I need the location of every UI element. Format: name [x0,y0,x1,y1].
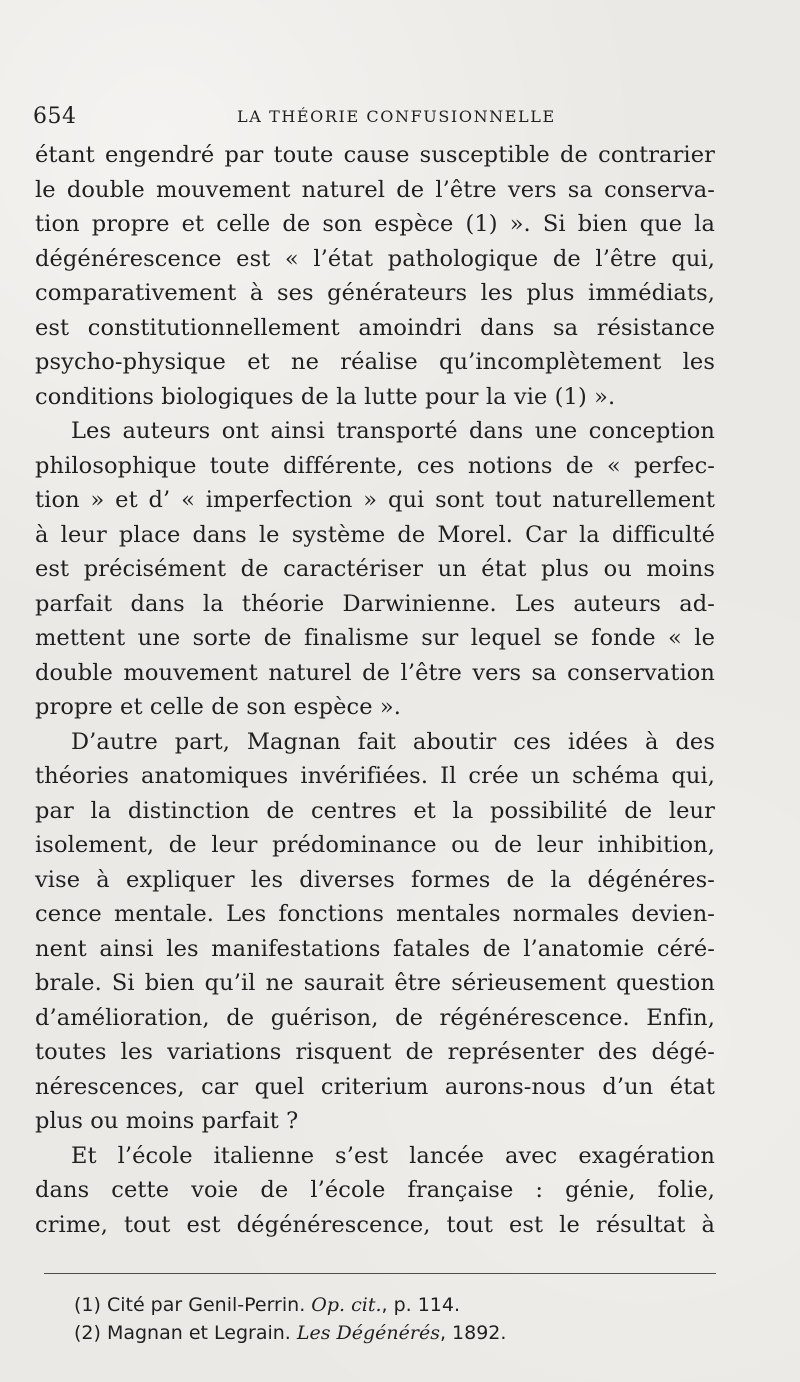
text-line: brale. Si bien qu’il ne saurait être sérieusement question [35,970,715,996]
text-line: comparativement à ses générateurs les plus immédiats, [35,280,715,306]
text-line: dans cette voie de l’école française : génie, folie, [35,1177,715,1203]
text-line: tion propre et celle de son espèce (1) ». Si bien que la [35,211,715,237]
text-line: le double mouvement naturel de l’être vers sa conserva- [35,176,715,203]
text-line: cence mentale. Les fonctions mentales normales devien- [35,901,715,927]
footnote-marker: (1) [74,1294,101,1316]
main-text [35,138,715,1242]
text-line: est constitutionnellement amoindri dans sa résistance [35,314,715,341]
footnote-text: Magnan et Legrain. [100,1322,297,1344]
text-line: crime, tout est dégénérescence, tout est le résultat à [35,1211,715,1238]
text-line: isolement, de leur prédominance ou de leur inhibition, [35,832,715,858]
text-line: Et l’école italienne s’est lancée avec exagération [71,1142,715,1169]
text-line: plus ou moins parfait ? [35,1108,299,1134]
text-line: d’amélioration, de guérison, de régénérescence. Enfin, [35,1004,715,1031]
text-line: tion » et d’ « imperfection » qui sont tout naturellement [35,487,715,513]
text-line: psycho-physique et ne réalise qu’incomplètement les [35,349,715,375]
text-line: nent ainsi les manifestations fatales de l’anatomie céré- [35,935,715,962]
page-number: 654 [33,104,77,129]
text-line: toutes les variations risquent de représenter des dégé- [35,1039,715,1065]
text-line: parfait dans la théorie Darwinienne. Les auteurs ad- [35,590,715,617]
footnote-2 [74,1319,714,1347]
text-line: double mouvement naturel de l’être vers sa conservation [35,659,715,686]
text-line: vise à expliquer les diverses formes de la dégénéres- [35,866,715,893]
page-header [33,104,753,132]
text-line: étant engendré par toute cause susceptible de contrarier [35,142,715,168]
footnote-italic-text: Les Dégénérés [296,1322,440,1344]
text-line: conditions biologiques de la lutte pour la vie (1) ». [35,383,616,410]
text-line: à leur place dans le système de Morel. Car la difficulté [35,521,715,548]
text-line: par la distinction de centres et la possibilité de leur [35,797,715,824]
running-head: LA THÉORIE CONFUSIONNELLE [237,107,556,126]
text-line: théories anatomiques invérifiées. Il crée un schéma qui, [35,763,715,789]
footnote-divider [44,1273,716,1274]
footnote-text: Cité par Genil-Perrin. [100,1294,312,1316]
footnote-italic-text: Op. cit. [311,1294,382,1316]
footnote-1 [74,1291,714,1319]
text-line: D’autre part, Magnan fait aboutir ces idées à des [71,728,715,755]
text-line: est précisément de caractériser un état plus ou moins [35,556,715,582]
footnote-marker: (2) [74,1322,101,1344]
text-line: propre et celle de son espèce ». [35,694,401,720]
text-line: philosophique toute différente, ces notions de « perfec- [35,452,715,479]
text-line: Les auteurs ont ainsi transporté dans une conception [71,418,715,444]
text-line: dégénérescence est « l’état pathologique de l’être qui, [35,245,715,272]
footnote-text: , p. 114. [381,1294,461,1316]
footnotes [74,1291,714,1347]
text-line: nérescences, car quel criterium aurons-nous d’un état [35,1073,715,1100]
footnote-text: , 1892. [439,1322,507,1344]
text-line: mettent une sorte de finalisme sur lequel se fonde « le [35,625,715,651]
